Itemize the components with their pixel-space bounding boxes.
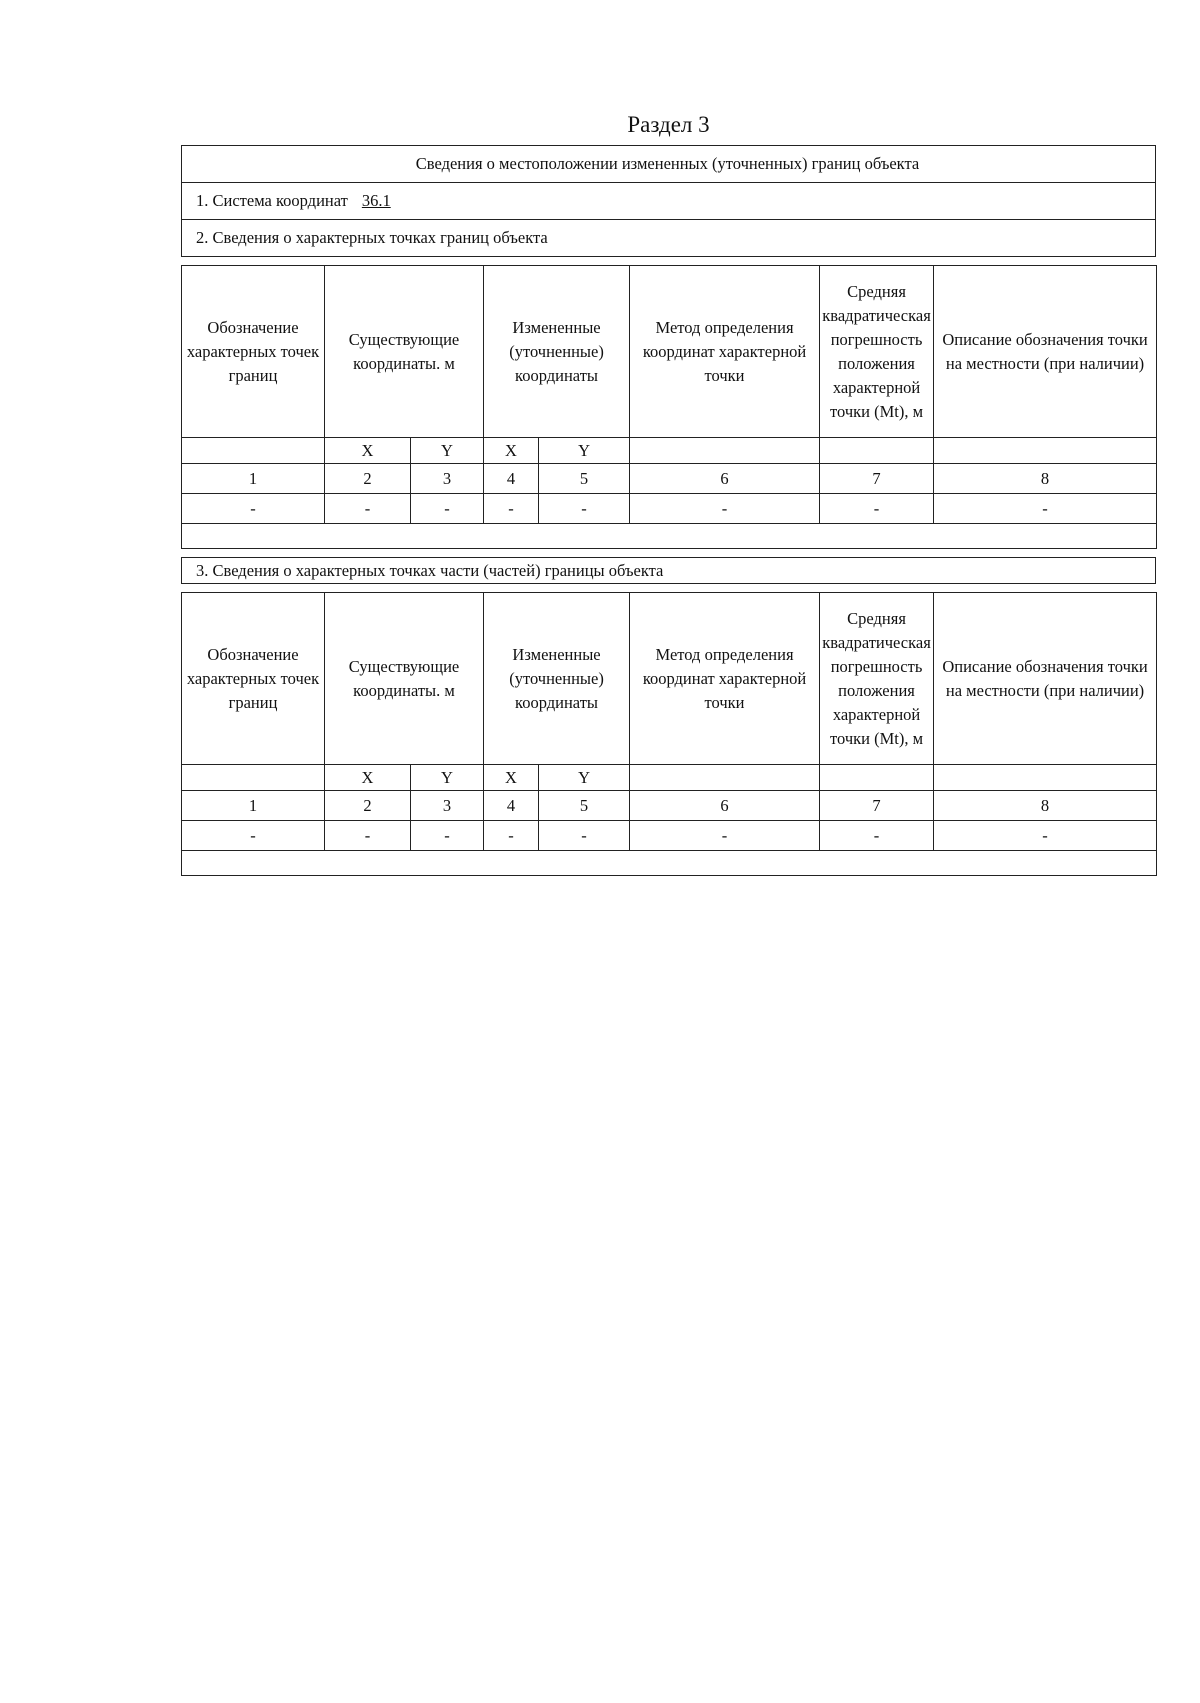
column-number: 6 — [630, 791, 820, 821]
column-number: 5 — [539, 464, 630, 494]
xy-empty-cell — [934, 765, 1157, 791]
column-number: 2 — [325, 464, 411, 494]
column-number: 1 — [182, 791, 325, 821]
table-cell: - — [325, 821, 411, 851]
table-row — [182, 494, 1157, 524]
table-cell: - — [820, 494, 934, 524]
column-number: 4 — [484, 464, 539, 494]
table-cell: - — [539, 821, 630, 851]
xy-empty-cell — [630, 438, 820, 464]
column-number: 3 — [411, 791, 484, 821]
section-title: Раздел 3 — [627, 112, 710, 137]
col-description-header: Описание обозначения точки на местности (при наличии) — [934, 593, 1157, 765]
coord-system-label: 1. Система координат — [196, 191, 348, 210]
xy-empty-cell — [820, 765, 934, 791]
table-cell: - — [182, 821, 325, 851]
table-row — [182, 821, 1157, 851]
xy-empty-cell — [630, 765, 820, 791]
column-number: 7 — [820, 464, 934, 494]
table-cell: - — [630, 494, 820, 524]
column-number: 8 — [934, 791, 1157, 821]
column-number: 2 — [325, 791, 411, 821]
table-cell: - — [539, 494, 630, 524]
table-cell: - — [325, 494, 411, 524]
column-number: 7 — [820, 791, 934, 821]
column-number: 4 — [484, 791, 539, 821]
table-cell: - — [484, 821, 539, 851]
table-cell: - — [934, 821, 1157, 851]
table-cell: - — [411, 494, 484, 524]
table-cell: - — [820, 821, 934, 851]
xy-empty-cell — [934, 438, 1157, 464]
boundary-points-table — [181, 265, 1157, 549]
table-cell: - — [411, 821, 484, 851]
coord-system-row — [182, 183, 1156, 220]
existing-x-header: X — [325, 765, 411, 791]
coord-system-value: 36.1 — [361, 191, 391, 210]
changed-x-header: X — [484, 438, 539, 464]
col-rmse-header: Средняя квадратическая погрешность положения характерной точки (Mt), м — [820, 593, 934, 765]
column-number: 3 — [411, 464, 484, 494]
xy-empty-cell — [182, 438, 325, 464]
existing-x-header: X — [325, 438, 411, 464]
col-rmse-header: Средняя квадратическая погрешность положения характерной точки (Mt), м — [820, 266, 934, 438]
changed-x-header: X — [484, 765, 539, 791]
col-method-header: Метод определения координат характерной точки — [630, 593, 820, 765]
section-info-box — [181, 145, 1156, 257]
column-number: 6 — [630, 464, 820, 494]
subsection-2-heading: 2. Сведения о характерных точках границ объекта — [182, 220, 1156, 257]
col-designation-header: Обозначение характерных точек границ — [182, 593, 325, 765]
table-cell: - — [182, 494, 325, 524]
box-heading: Сведения о местоположении измененных (уточненных) границ объекта — [182, 146, 1156, 183]
part-boundary-points-table — [181, 592, 1157, 876]
subsection-3-heading: 3. Сведения о характерных точках части (частей) границы объекта — [182, 558, 1156, 584]
xy-empty-cell — [182, 765, 325, 791]
table-cell: - — [630, 821, 820, 851]
column-number: 5 — [539, 791, 630, 821]
col-description-header: Описание обозначения точки на местности (при наличии) — [934, 266, 1157, 438]
col-method-header: Метод определения координат характерной точки — [630, 266, 820, 438]
changed-y-header: Y — [539, 765, 630, 791]
column-number: 8 — [934, 464, 1157, 494]
col-existing-header: Существующие координаты. м — [325, 593, 484, 765]
table-cell: - — [484, 494, 539, 524]
column-number: 1 — [182, 464, 325, 494]
table-cell: - — [934, 494, 1157, 524]
table-footer-empty-row — [182, 524, 1157, 549]
col-changed-header: Измененные (уточненные) координаты — [484, 593, 630, 765]
col-existing-header: Существующие координаты. м — [325, 266, 484, 438]
xy-empty-cell — [820, 438, 934, 464]
changed-y-header: Y — [539, 438, 630, 464]
existing-y-header: Y — [411, 438, 484, 464]
col-changed-header: Измененные (уточненные) координаты — [484, 266, 630, 438]
table-footer-empty-row — [182, 851, 1157, 876]
existing-y-header: Y — [411, 765, 484, 791]
subsection-3-box — [181, 557, 1156, 584]
col-designation-header: Обозначение характерных точек границ — [182, 266, 325, 438]
